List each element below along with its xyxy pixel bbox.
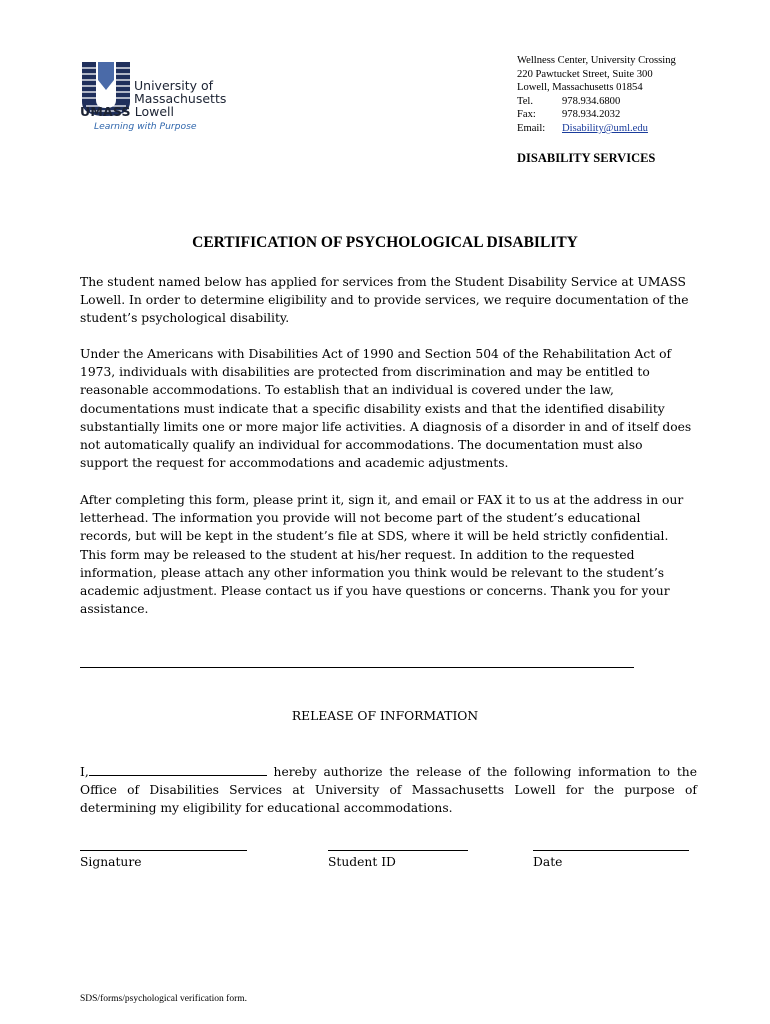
- auth-text: hereby authorize the release of the following information to the Office of Disabilities Services at University of Massachusetts Lowell for the purpose of determining my eligibility for educational accommodations.: [80, 765, 697, 816]
- name-blank-field[interactable]: [89, 763, 267, 776]
- tel-value: 978.934.6800: [562, 95, 621, 107]
- section-divider: [80, 667, 634, 668]
- umass-lowell-logo: [80, 60, 230, 135]
- fax-value: 978.934.2032: [562, 109, 621, 121]
- logo-line-1: University of: [134, 78, 214, 93]
- logo-umass: UMASS: [80, 104, 131, 119]
- letterhead-city: Lowell, Massachusetts 01854: [517, 82, 643, 94]
- footer-form-id: SDS/forms/psychological verification form.: [80, 994, 248, 1004]
- logo-tagline: Learning with Purpose: [94, 121, 197, 132]
- letterhead-name: Wellness Center, University Crossing: [517, 55, 676, 66]
- student-id-label: Student ID: [328, 855, 396, 869]
- letterhead-address: [517, 54, 676, 136]
- paragraph-ada: Under the Americans with Disabilities Act of 1990 and Section 504 of the Rehabilitation Act of 1973, individuals with disabilities are protected from discrimination and may be entitled to reasonable accommodations. To establish that an individual is covered under the law, documentations must indicate that a specific disability exists and that the identified disability substantially limits one or more major life activities. A diagnosis of a disorder in and of itself does not automatically qualify an individual for accommodations. The documentation must also support the request for accommodations and academic adjustments.: [80, 347, 692, 471]
- logo-umass-lowell: [80, 105, 174, 119]
- page-title: CERTIFICATION OF PSYCHOLOGICAL DISABILITY: [192, 234, 578, 251]
- logo-lowell: Lowell: [134, 104, 174, 119]
- authorization-statement: [80, 763, 697, 818]
- logo-line-2: Massachusetts: [134, 91, 227, 106]
- letterhead-tel: [517, 95, 676, 109]
- signature-line[interactable]: [80, 850, 247, 851]
- email-label: Email:: [517, 122, 546, 134]
- logo-university-name: [134, 79, 226, 105]
- fax-label: Fax:: [517, 109, 536, 121]
- letterhead-fax: [517, 108, 676, 122]
- letterhead-street: 220 Pawtucket Street, Suite 300: [517, 68, 653, 80]
- paragraph-instructions: After completing this form, please print it, sign it, and email or FAX it to us at the address in our letterhead. The information you provide will not become part of the student’s educational records, but will be kept in the student’s file at SDS, where it will be held strictly confidential. This form may be released to the student at his/her request. In addition to the requested information, please attach any other information you think would be relevant to the student’s academic adjustment. Please contact us if you have questions or concerns. Thank you for your assistance.: [80, 493, 684, 617]
- department-heading: DISABILITY SERVICES: [517, 151, 656, 165]
- student-id-line[interactable]: [328, 850, 468, 851]
- auth-prefix: I,: [80, 765, 89, 779]
- release-heading: RELEASE OF INFORMATION: [291, 709, 479, 723]
- tel-label: Tel.: [517, 95, 534, 107]
- email-link[interactable]: Disability@uml.edu: [562, 122, 648, 134]
- paragraph-intro: The student named below has applied for services from the Student Disability Service at UMASS Lowell. In order to determine eligibility and to provide services, we require documentation of the student’s psychological disability.: [80, 275, 689, 326]
- date-label: Date: [533, 855, 563, 869]
- letterhead-email: [517, 122, 676, 136]
- date-line[interactable]: [533, 850, 689, 851]
- signature-label: Signature: [80, 855, 142, 869]
